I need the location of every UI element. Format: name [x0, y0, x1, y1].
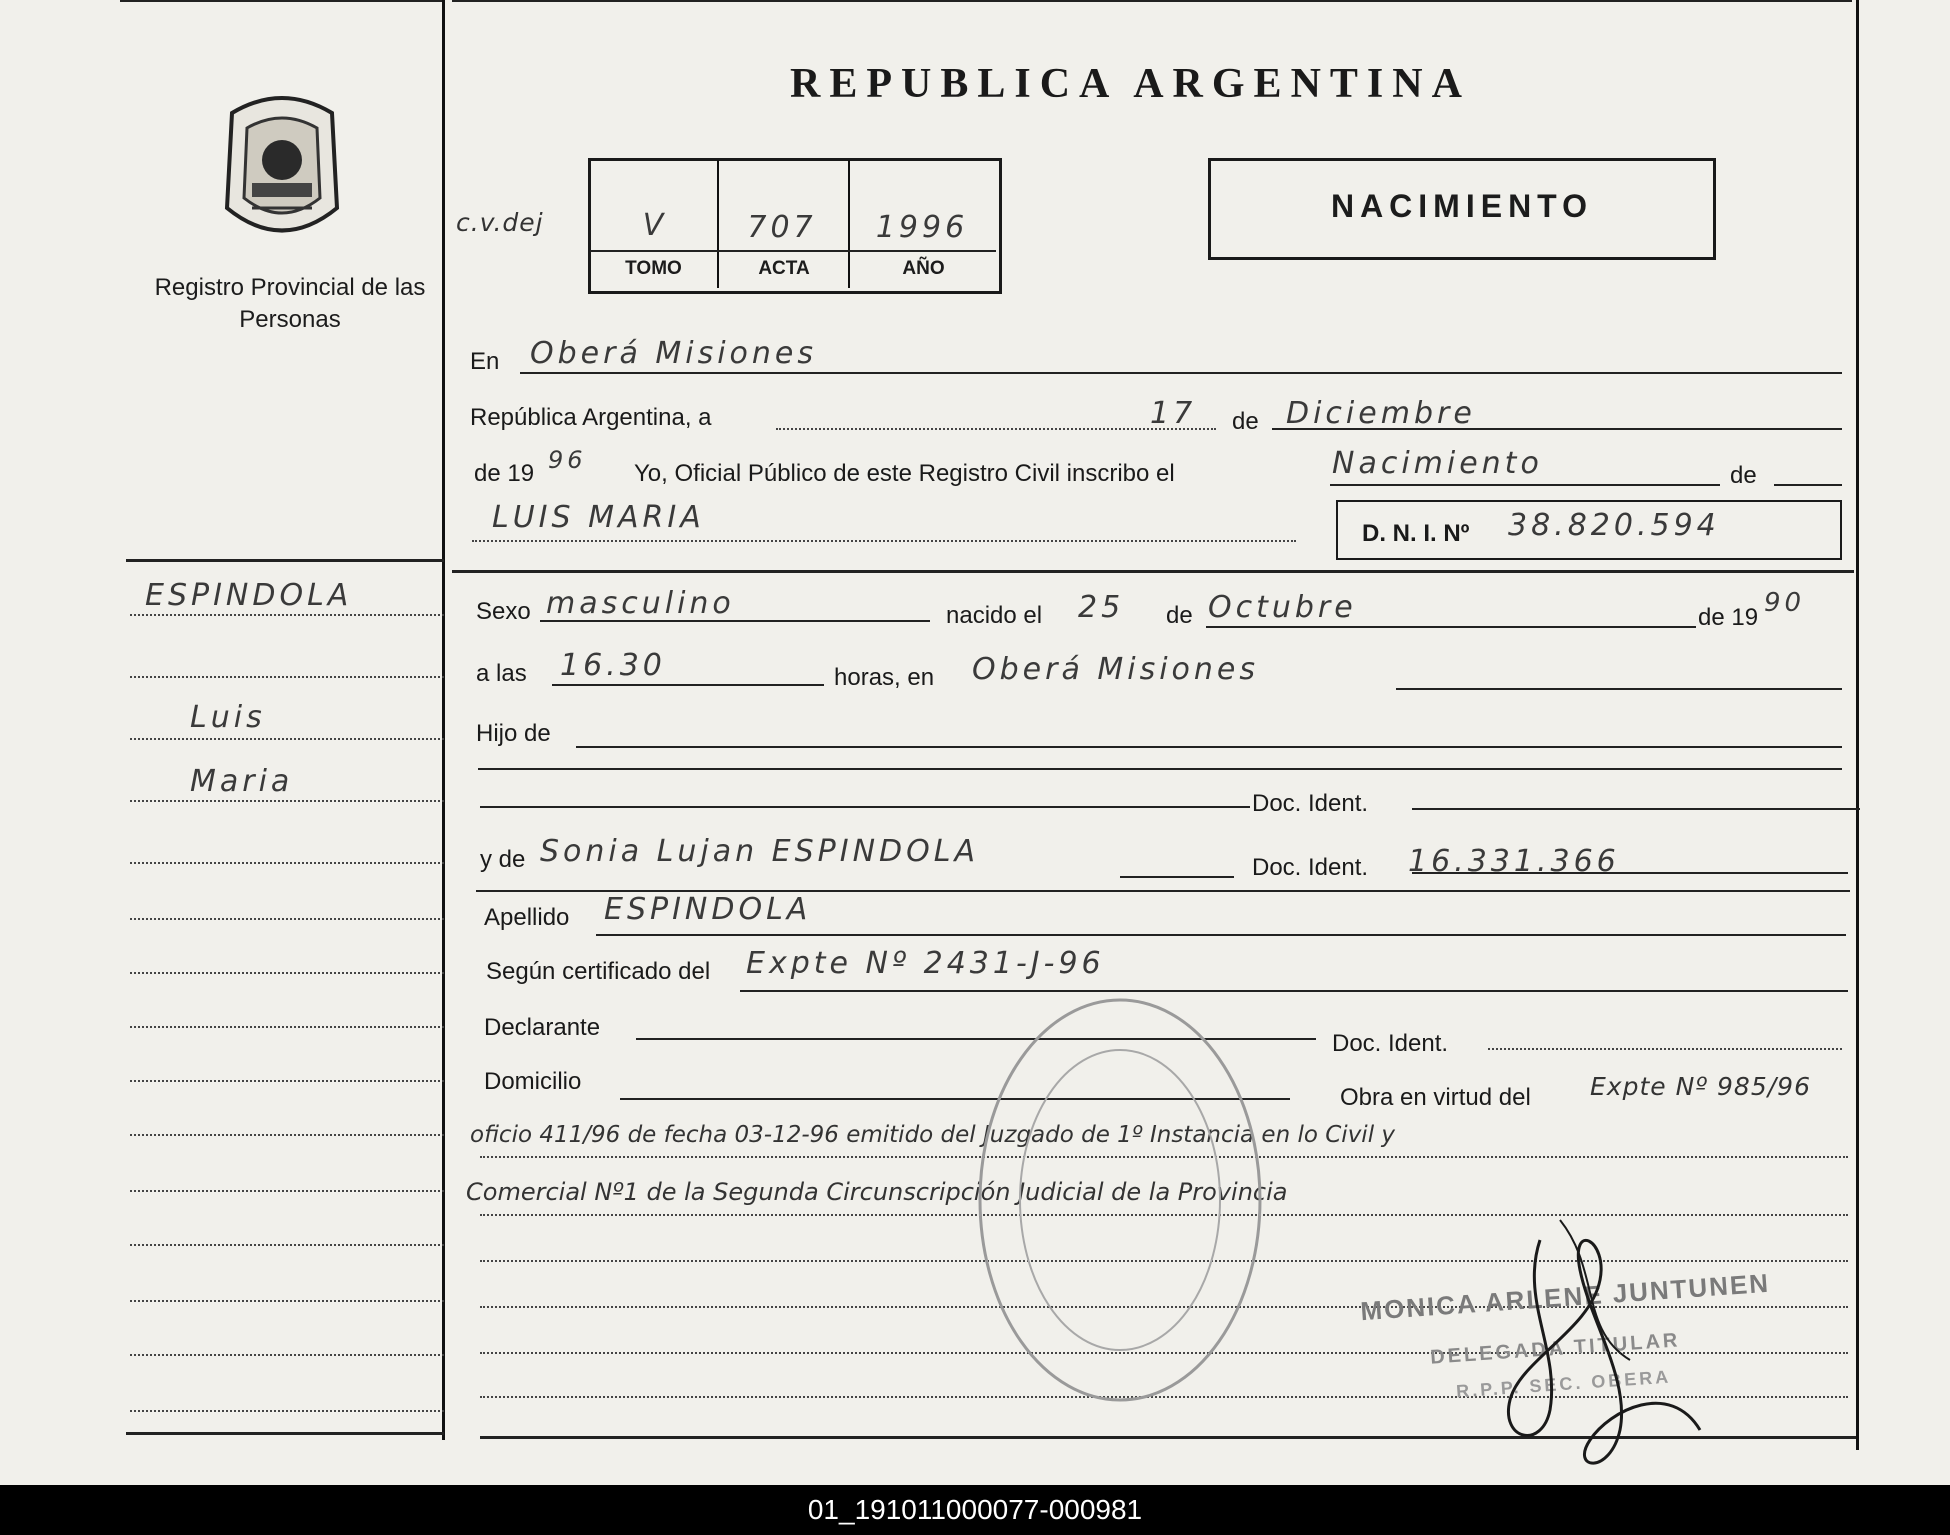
mother-doc-value: 16.331.366 — [1408, 844, 1620, 879]
sex-value: masculino — [546, 586, 735, 621]
margin-middle-name: Maria — [190, 764, 294, 799]
obra-label: Obra en virtud del — [1340, 1084, 1531, 1111]
republica-label: República Argentina, a — [470, 404, 712, 431]
de-label: de — [1232, 408, 1259, 435]
mother-value: Sonia Lujan ESPINDOLA — [540, 834, 979, 869]
country-title: REPUBLICA ARGENTINA — [790, 61, 1471, 107]
ano-label: AÑO — [902, 258, 945, 279]
official-round-stamp-icon — [970, 990, 1270, 1410]
segun-label: Según certificado del — [486, 958, 711, 985]
domicilio-label: Domicilio — [484, 1068, 582, 1095]
horas-label: horas, en — [834, 664, 935, 691]
doc-ident-label-3: Doc. Ident. — [1332, 1030, 1449, 1057]
birth-place-value: Oberá Misiones — [972, 652, 1260, 687]
delegate-title-stamp: DELEGADA TITULAR — [1429, 1329, 1682, 1369]
acta-value: 707 — [747, 210, 817, 245]
month-value: Diciembre — [1286, 396, 1476, 431]
oficial-label: Yo, Oficial Público de este Registro Civil inscribo el — [634, 460, 1175, 487]
sexo-label: Sexo — [476, 598, 531, 625]
birth-day-value: 25 — [1078, 590, 1125, 625]
footer-code: 01_191011000077-000981 — [0, 1485, 1950, 1535]
doc-ident-label-1: Doc. Ident. — [1252, 790, 1369, 817]
certificate-value: Expte Nº 2431-J-96 — [746, 946, 1105, 981]
margin-first-name: Luis — [190, 700, 266, 735]
handwritten-signature — [1480, 1210, 1740, 1485]
top-border-left — [120, 0, 442, 2]
hijo-label: Hijo de — [476, 720, 551, 747]
right-border — [1856, 0, 1859, 1450]
declarante-label: Declarante — [484, 1014, 601, 1041]
de19-label: de 19 — [474, 460, 535, 487]
apellido-label: Apellido — [484, 904, 570, 931]
provincial-seal-icon — [212, 88, 352, 248]
de19b-label: de 19 — [1698, 604, 1759, 631]
yde-label: y de — [480, 846, 526, 873]
act-type-value: Nacimiento — [1332, 446, 1543, 481]
surname-value: ESPINDOLA — [604, 892, 812, 927]
margin-divider — [442, 0, 445, 1440]
birth-year-suffix: 90 — [1764, 588, 1806, 618]
en-label: En — [470, 348, 500, 375]
doc-ident-label-2: Doc. Ident. — [1252, 854, 1369, 881]
alas-label: a las — [476, 660, 527, 687]
year-suffix: 96 — [548, 446, 587, 474]
tomo-value: V — [642, 208, 668, 243]
top-border-right — [452, 0, 1852, 2]
acta-label: ACTA — [758, 258, 810, 279]
tomo-label: TOMO — [625, 258, 682, 279]
hour-value: 16.30 — [560, 648, 666, 683]
nacido-label: nacido el — [946, 602, 1043, 629]
notes-line-2: Comercial Nº1 de la Segunda Circunscripción Judicial de la Provincia — [466, 1178, 1288, 1206]
place-value: Oberá Misiones — [530, 336, 818, 371]
delegate-office-stamp: R.P.P. SEC. OBERA — [1455, 1366, 1672, 1402]
name-value: LUIS MARIA — [492, 500, 705, 535]
ano-value: 1996 — [875, 210, 969, 245]
dni-value: 38.820.594 — [1508, 508, 1720, 543]
birth-month-value: Octubre — [1208, 590, 1357, 625]
dni-label: D. N. I. Nº — [1362, 520, 1470, 547]
de-end-label: de — [1730, 462, 1757, 489]
agency-name — [140, 272, 440, 336]
margin-note: c.v.dej — [456, 208, 544, 237]
day-value: 17 — [1150, 396, 1197, 431]
notes-line-1: oficio 411/96 de fecha 03-12-96 emitido del Juzgado de 1º Instancia en lo Civil y — [470, 1122, 1396, 1148]
record-type: NACIMIENTO — [1330, 188, 1594, 224]
delegate-name-stamp: MONICA ARLENE JUNTUNEN — [1359, 1267, 1771, 1327]
margin-surname: ESPINDOLA — [145, 578, 353, 613]
agency-label: Registro Provincial de las Personas — [154, 274, 426, 333]
de2-label: de — [1166, 602, 1193, 629]
obra-value: Expte Nº 985/96 — [1590, 1072, 1811, 1101]
